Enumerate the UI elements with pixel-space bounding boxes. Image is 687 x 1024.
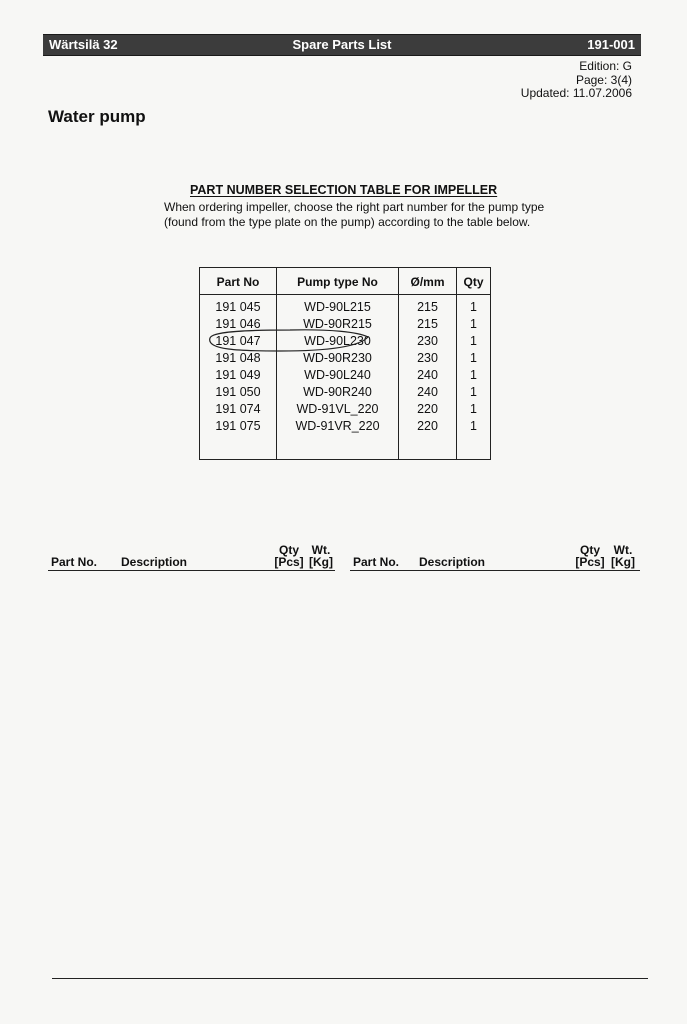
header-title: Spare Parts List [292, 37, 392, 52]
cell-pump-type: WD-90R240 [303, 385, 372, 399]
cell-diameter: 220 [417, 419, 438, 433]
cell-qty: 1 [470, 385, 477, 399]
updated-label: Updated: 11.07.2006 [520, 86, 632, 100]
cell-qty: 1 [470, 368, 477, 382]
cell-pump-type: WD-91VR_220 [295, 419, 380, 433]
intro-line-2: (found from the type plate on the pump) according to the table below. [164, 215, 531, 229]
selection-heading: PART NUMBER SELECTION TABLE FOR IMPELLER [190, 183, 498, 197]
cell-part-no: 191 049 [215, 368, 261, 382]
parts-header-part-no: Part No. [353, 555, 400, 569]
cell-qty: 1 [470, 419, 477, 433]
cell-qty: 1 [470, 402, 477, 416]
parts-header-description: Description [121, 555, 188, 569]
edition-label: Edition: G [579, 59, 632, 73]
column-header-pump-type: Pump type No [297, 275, 378, 289]
cell-part-no: 191 074 [215, 402, 261, 416]
parts-header-rule [48, 570, 335, 571]
page-label: Page: 3(4) [575, 72, 632, 87]
cell-qty: 1 [470, 334, 477, 348]
handwritten-circle-mark [200, 268, 492, 461]
intro-line-1: When ordering impeller, choose the right part number for the pump type [164, 200, 545, 214]
cell-qty: 1 [470, 300, 477, 314]
selection-intro [164, 200, 584, 230]
parts-header-qty-label: Qty [278, 543, 299, 557]
cell-pump-type: WD-90L215 [304, 300, 371, 314]
impeller-selection-table [199, 267, 491, 460]
cell-diameter: 220 [417, 402, 438, 416]
page-title: Water pump [48, 107, 146, 126]
parts-header-weight [607, 544, 639, 568]
parts-header-qty-unit: [Pcs] [575, 555, 605, 569]
parts-header-weight [305, 544, 337, 568]
parts-header-qty-unit: [Pcs] [274, 555, 304, 569]
cell-qty: 1 [470, 351, 477, 365]
parts-header-description: Description [419, 555, 486, 569]
cell-pump-type: WD-90L230 [304, 334, 371, 348]
cell-diameter: 215 [417, 317, 438, 331]
parts-header-rule [350, 570, 640, 571]
parts-header-qty-label: Qty [579, 543, 600, 557]
cell-diameter: 240 [417, 368, 438, 382]
cell-part-no: 191 047 [215, 334, 261, 348]
parts-header-qty [573, 544, 607, 568]
cell-pump-type: WD-90R215 [303, 317, 372, 331]
document-meta [521, 60, 632, 101]
cell-part-no: 191 075 [215, 419, 261, 433]
cell-pump-type: WD-90L240 [304, 368, 371, 382]
cell-pump-type: WD-91VL_220 [296, 402, 379, 416]
brand-label: Wärtsilä 32 [49, 37, 118, 52]
footer-rule [52, 978, 648, 979]
cell-diameter: 215 [417, 300, 438, 314]
cell-qty: 1 [470, 317, 477, 331]
column-header-qty: Qty [463, 275, 484, 289]
column-header-diameter: Ø/mm [410, 275, 445, 289]
document-number: 191-001 [587, 37, 635, 52]
cell-diameter: 240 [417, 385, 438, 399]
parts-header-weight-label: Wt. [311, 543, 331, 557]
parts-header-weight-label: Wt. [613, 543, 633, 557]
cell-pump-type: WD-90R230 [303, 351, 372, 365]
cell-part-no: 191 050 [215, 385, 261, 399]
parts-header-part-no: Part No. [51, 555, 98, 569]
parts-header-weight-unit: [Kg] [309, 555, 333, 569]
cell-diameter: 230 [417, 351, 438, 365]
cell-part-no: 191 046 [215, 317, 261, 331]
cell-diameter: 230 [417, 334, 438, 348]
header-band [43, 34, 641, 56]
parts-header-qty [272, 544, 306, 568]
cell-part-no: 191 045 [215, 300, 261, 314]
column-header-part-no: Part No [216, 275, 260, 289]
parts-header-weight-unit: [Kg] [611, 555, 635, 569]
cell-part-no: 191 048 [215, 351, 261, 365]
